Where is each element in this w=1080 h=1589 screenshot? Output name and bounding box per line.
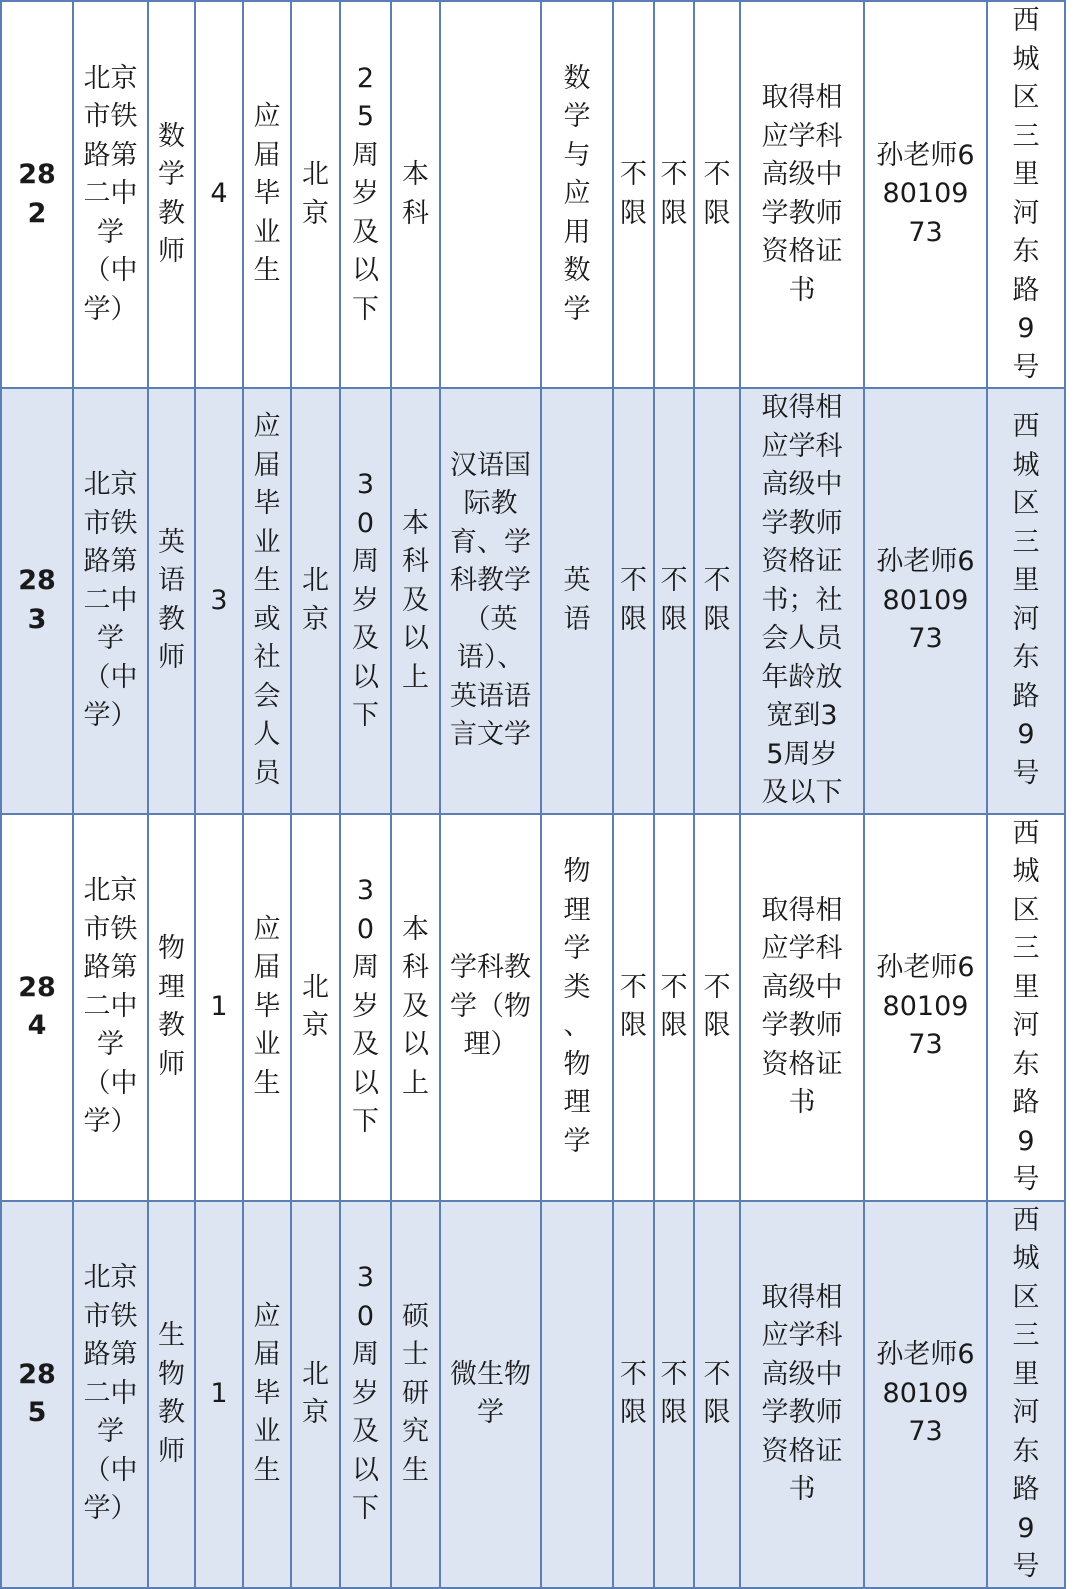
education: 本科 — [402, 159, 429, 229]
post-name: 物理教师 — [158, 933, 185, 1080]
limit3-cell — [694, 1201, 740, 1588]
limit-1: 不限 — [620, 159, 647, 229]
major-cell — [440, 814, 541, 1201]
hukou-cell — [291, 1201, 340, 1588]
unit-name: 北京市铁路第二中学（中学） — [83, 1262, 138, 1525]
limit1-cell — [613, 388, 654, 814]
major2-cell — [541, 388, 613, 814]
contact: 孙老师68010973 — [876, 139, 975, 248]
limit-2: 不限 — [660, 565, 688, 635]
table-row — [1, 388, 1065, 814]
major-cell — [440, 1201, 541, 1588]
row-number: 282 — [18, 159, 56, 229]
address: 西城区三里河东路9号 — [1012, 1204, 1040, 1582]
limit2-cell — [654, 1, 694, 388]
limit-1: 不限 — [620, 565, 647, 635]
certificate-requirement: 取得相应学科高级中学教师资格证书 — [761, 894, 843, 1118]
age-cell — [340, 388, 391, 814]
hukou: 北京 — [302, 971, 329, 1041]
contact-cell — [864, 814, 987, 1201]
source-cell — [243, 814, 291, 1201]
major2-cell — [541, 1201, 613, 1588]
hire-count: 3 — [210, 584, 228, 616]
limit2-cell — [654, 388, 694, 814]
unit-cell — [73, 1201, 148, 1588]
major-postgrad: 微生物学 — [450, 1358, 531, 1428]
address: 西城区三里河东路9号 — [1012, 817, 1040, 1195]
major-undergrad: 物理学类、物理学 — [563, 856, 591, 1157]
post-name: 英语教师 — [158, 526, 185, 674]
age-cell — [340, 814, 391, 1201]
age-requirement: 30周岁及以下 — [352, 875, 379, 1138]
candidate-source: 应届毕业生 — [253, 913, 281, 1099]
limit3-cell — [694, 814, 740, 1201]
post-cell — [148, 814, 195, 1201]
address-cell — [987, 388, 1065, 814]
table-row — [1, 1201, 1065, 1588]
age-requirement: 25周岁及以下 — [352, 62, 379, 325]
education-cell — [391, 388, 440, 814]
count-cell — [195, 1201, 243, 1588]
limit1-cell — [613, 1, 654, 388]
age-cell — [340, 1201, 391, 1588]
hukou-cell — [291, 388, 340, 814]
address: 西城区三里河东路9号 — [1012, 411, 1040, 789]
cert-cell — [740, 814, 864, 1201]
count-cell — [195, 814, 243, 1201]
count-cell — [195, 1, 243, 388]
source-cell — [243, 388, 291, 814]
hukou: 北京 — [302, 159, 329, 229]
row-number: 285 — [18, 1358, 56, 1428]
limit-2: 不限 — [660, 159, 688, 229]
limit-1: 不限 — [620, 1358, 647, 1428]
limit-3: 不限 — [703, 1358, 731, 1428]
address: 西城区三里河东路9号 — [1012, 5, 1040, 383]
address-cell — [987, 1201, 1065, 1588]
hukou-cell — [291, 1, 340, 388]
row-number-cell — [1, 388, 73, 814]
major-undergrad: 英语 — [563, 565, 591, 635]
post-cell — [148, 1, 195, 388]
hukou: 北京 — [302, 565, 329, 635]
hire-count: 1 — [210, 1377, 228, 1409]
major-postgrad: 汉语国际教育、学科教学（英语）、英语语言文学 — [450, 449, 531, 751]
candidate-source: 应届毕业生 — [253, 101, 281, 287]
row-number-cell — [1, 1201, 73, 1588]
table-row — [1, 814, 1065, 1201]
major2-cell — [541, 1, 613, 388]
major-undergrad: 数学与应用数学 — [563, 62, 591, 325]
limit-3: 不限 — [703, 971, 731, 1041]
post-name: 生物教师 — [158, 1320, 185, 1467]
hire-count: 1 — [210, 990, 228, 1022]
count-cell — [195, 388, 243, 814]
education: 硕士研究生 — [402, 1300, 429, 1486]
age-cell — [340, 1, 391, 388]
major-cell — [440, 388, 541, 814]
cert-cell — [740, 1201, 864, 1588]
row-number: 284 — [18, 971, 56, 1041]
limit3-cell — [694, 1, 740, 388]
source-cell — [243, 1, 291, 388]
unit-cell — [73, 388, 148, 814]
contact: 孙老师68010973 — [876, 546, 975, 654]
limit-2: 不限 — [660, 1358, 688, 1428]
education-cell — [391, 1201, 440, 1588]
unit-name: 北京市铁路第二中学（中学） — [83, 469, 138, 731]
address-cell — [987, 1, 1065, 388]
post-cell — [148, 1201, 195, 1588]
education: 本科及以上 — [402, 507, 429, 693]
age-requirement: 30周岁及以下 — [352, 469, 379, 731]
post-name: 数学教师 — [158, 120, 185, 267]
education: 本科及以上 — [402, 913, 429, 1099]
limit2-cell — [654, 1201, 694, 1588]
contact: 孙老师68010973 — [876, 952, 975, 1061]
limit2-cell — [654, 814, 694, 1201]
contact: 孙老师68010973 — [876, 1339, 975, 1448]
unit-cell — [73, 814, 148, 1201]
address-cell — [987, 814, 1065, 1201]
unit-name: 北京市铁路第二中学（中学） — [83, 62, 138, 325]
post-cell — [148, 388, 195, 814]
limit1-cell — [613, 814, 654, 1201]
education-cell — [391, 1, 440, 388]
hukou: 北京 — [302, 1358, 329, 1428]
limit1-cell — [613, 1201, 654, 1588]
cert-cell — [740, 388, 864, 814]
row-number-cell — [1, 814, 73, 1201]
contact-cell — [864, 1201, 987, 1588]
source-cell — [243, 1201, 291, 1588]
hire-count: 4 — [210, 178, 228, 210]
table-row — [1, 1, 1065, 388]
major-postgrad: 学科教学（物理） — [450, 952, 531, 1061]
contact-cell — [864, 1, 987, 388]
hukou-cell — [291, 814, 340, 1201]
limit-3: 不限 — [703, 159, 731, 229]
candidate-source: 应届毕业生或社会人员 — [253, 411, 281, 789]
major2-cell — [541, 814, 613, 1201]
row-number-cell — [1, 1, 73, 388]
cert-cell — [740, 1, 864, 388]
major-cell — [440, 1, 541, 388]
candidate-source: 应届毕业生 — [253, 1300, 281, 1486]
row-number: 283 — [18, 565, 56, 635]
contact-cell — [864, 388, 987, 814]
limit-1: 不限 — [620, 971, 647, 1041]
certificate-requirement: 取得相应学科高级中学教师资格证书 — [761, 82, 843, 306]
unit-name: 北京市铁路第二中学（中学） — [83, 875, 138, 1138]
certificate-requirement: 取得相应学科高级中学教师资格证书；社会人员年龄放宽到35周岁及以下 — [761, 392, 843, 808]
limit3-cell — [694, 388, 740, 814]
limit-2: 不限 — [660, 971, 688, 1041]
certificate-requirement: 取得相应学科高级中学教师资格证书 — [761, 1281, 843, 1505]
unit-cell — [73, 1, 148, 388]
limit-3: 不限 — [703, 565, 731, 635]
education-cell — [391, 814, 440, 1201]
age-requirement: 30周岁及以下 — [352, 1262, 379, 1525]
